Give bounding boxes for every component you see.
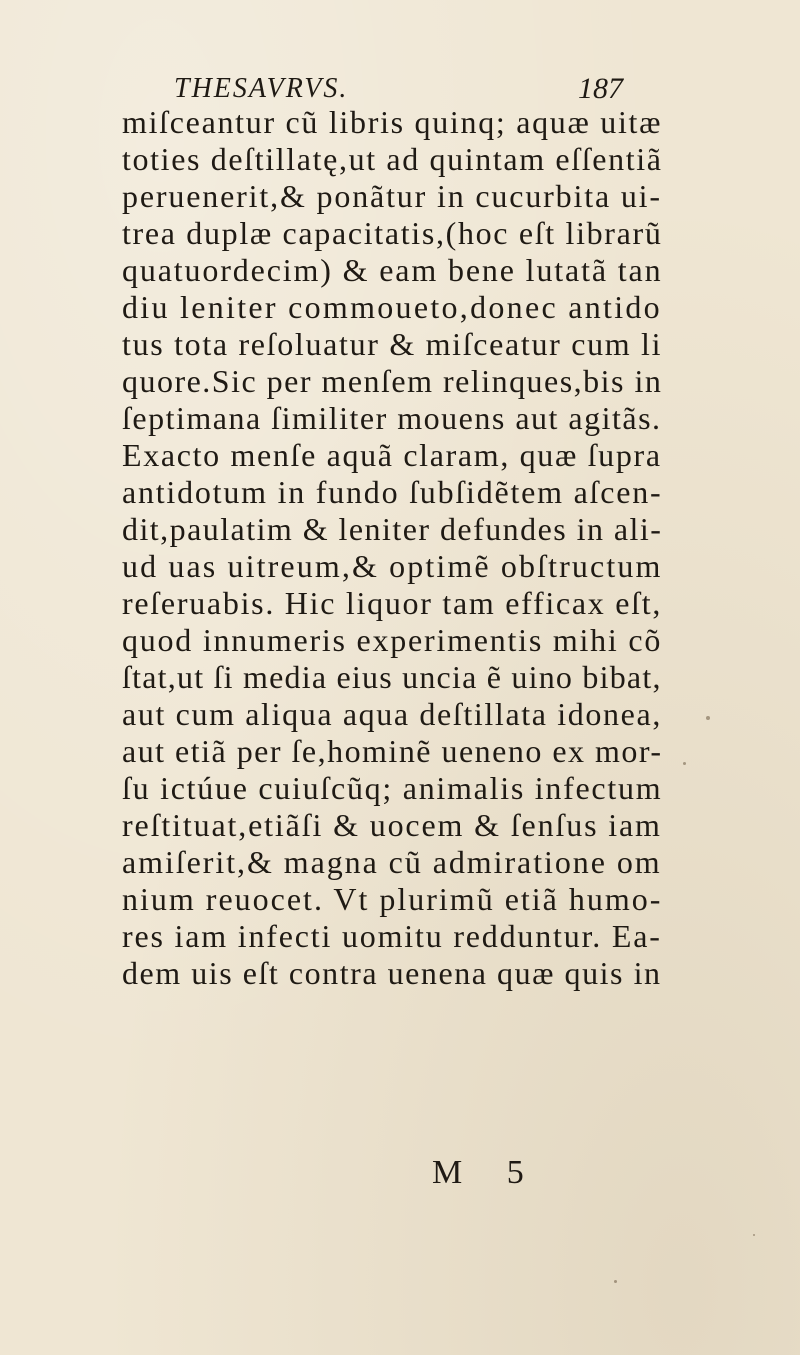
text-line: antidotum in fundo ſubſidẽtem aſcen-: [122, 474, 663, 510]
text-line: miſceantur cũ libris quinq; aquæ uitæ: [122, 104, 663, 140]
text-line: quore.Sic per menſem relinques,bis in: [122, 363, 663, 399]
text-line: reſeruabis. Hic liquor tam efficax eſt,: [122, 585, 663, 621]
text-line: trea duplæ capacitatis,(hoc eſt librarũ: [122, 215, 663, 251]
text-line: toties deſtillatę,ut ad quintam eſſentiã: [122, 141, 663, 177]
text-line: Exacto menſe aquã claram, quæ ſupra: [122, 437, 662, 473]
text-line: aut cum aliqua aqua deſtillata idonea,: [122, 696, 662, 732]
text-line: diu leniter commoueto,donec antido: [122, 289, 662, 325]
text-line: ſeptimana ſimiliter mouens aut agitãs.: [122, 400, 662, 436]
ink-speck: [614, 1280, 617, 1283]
signature-mark: M 5: [432, 1154, 542, 1191]
text-line: res iam infecti uomitu redduntur. Ea-: [122, 918, 662, 954]
text-line: peruenerit,& ponãtur in cucurbita ui-: [122, 178, 662, 214]
text-line: dit,paulatim & leniter defundes in ali-: [122, 511, 663, 547]
body-text: [122, 104, 662, 992]
text-line: dem uis eſt contra uenena quæ quis in: [122, 955, 662, 991]
text-line: reſtituat,etiãſi & uocem & ſenſus iam: [122, 807, 662, 843]
text-line: ſu ictúue cuiuſcũq; animalis infectum: [122, 770, 663, 806]
text-line: tus tota reſoluatur & miſceatur cum li: [122, 326, 663, 362]
ink-speck: [683, 762, 686, 765]
running-title: THESAVRVS.: [174, 73, 349, 104]
text-line: quatuordecim) & eam bene lutatã tan: [122, 252, 663, 288]
text-line: quod innumeris experimentis mihi cõ: [122, 622, 663, 658]
page-number: 187: [578, 72, 623, 105]
text-line: ud uas uitreum,& optimẽ obſtructum: [122, 548, 663, 584]
ink-speck: [753, 1234, 755, 1236]
text-line: amiſerit,& magna cũ admiratione om: [122, 844, 662, 880]
ink-speck: [706, 716, 710, 720]
text-line: ſtat,ut ſi media eius uncia ẽ uino bibat,: [122, 659, 662, 695]
text-line: aut etiã per ſe,hominẽ ueneno ex mor-: [122, 733, 663, 769]
text-line: nium reuocet. Vt plurimũ etiã humo-: [122, 881, 663, 917]
